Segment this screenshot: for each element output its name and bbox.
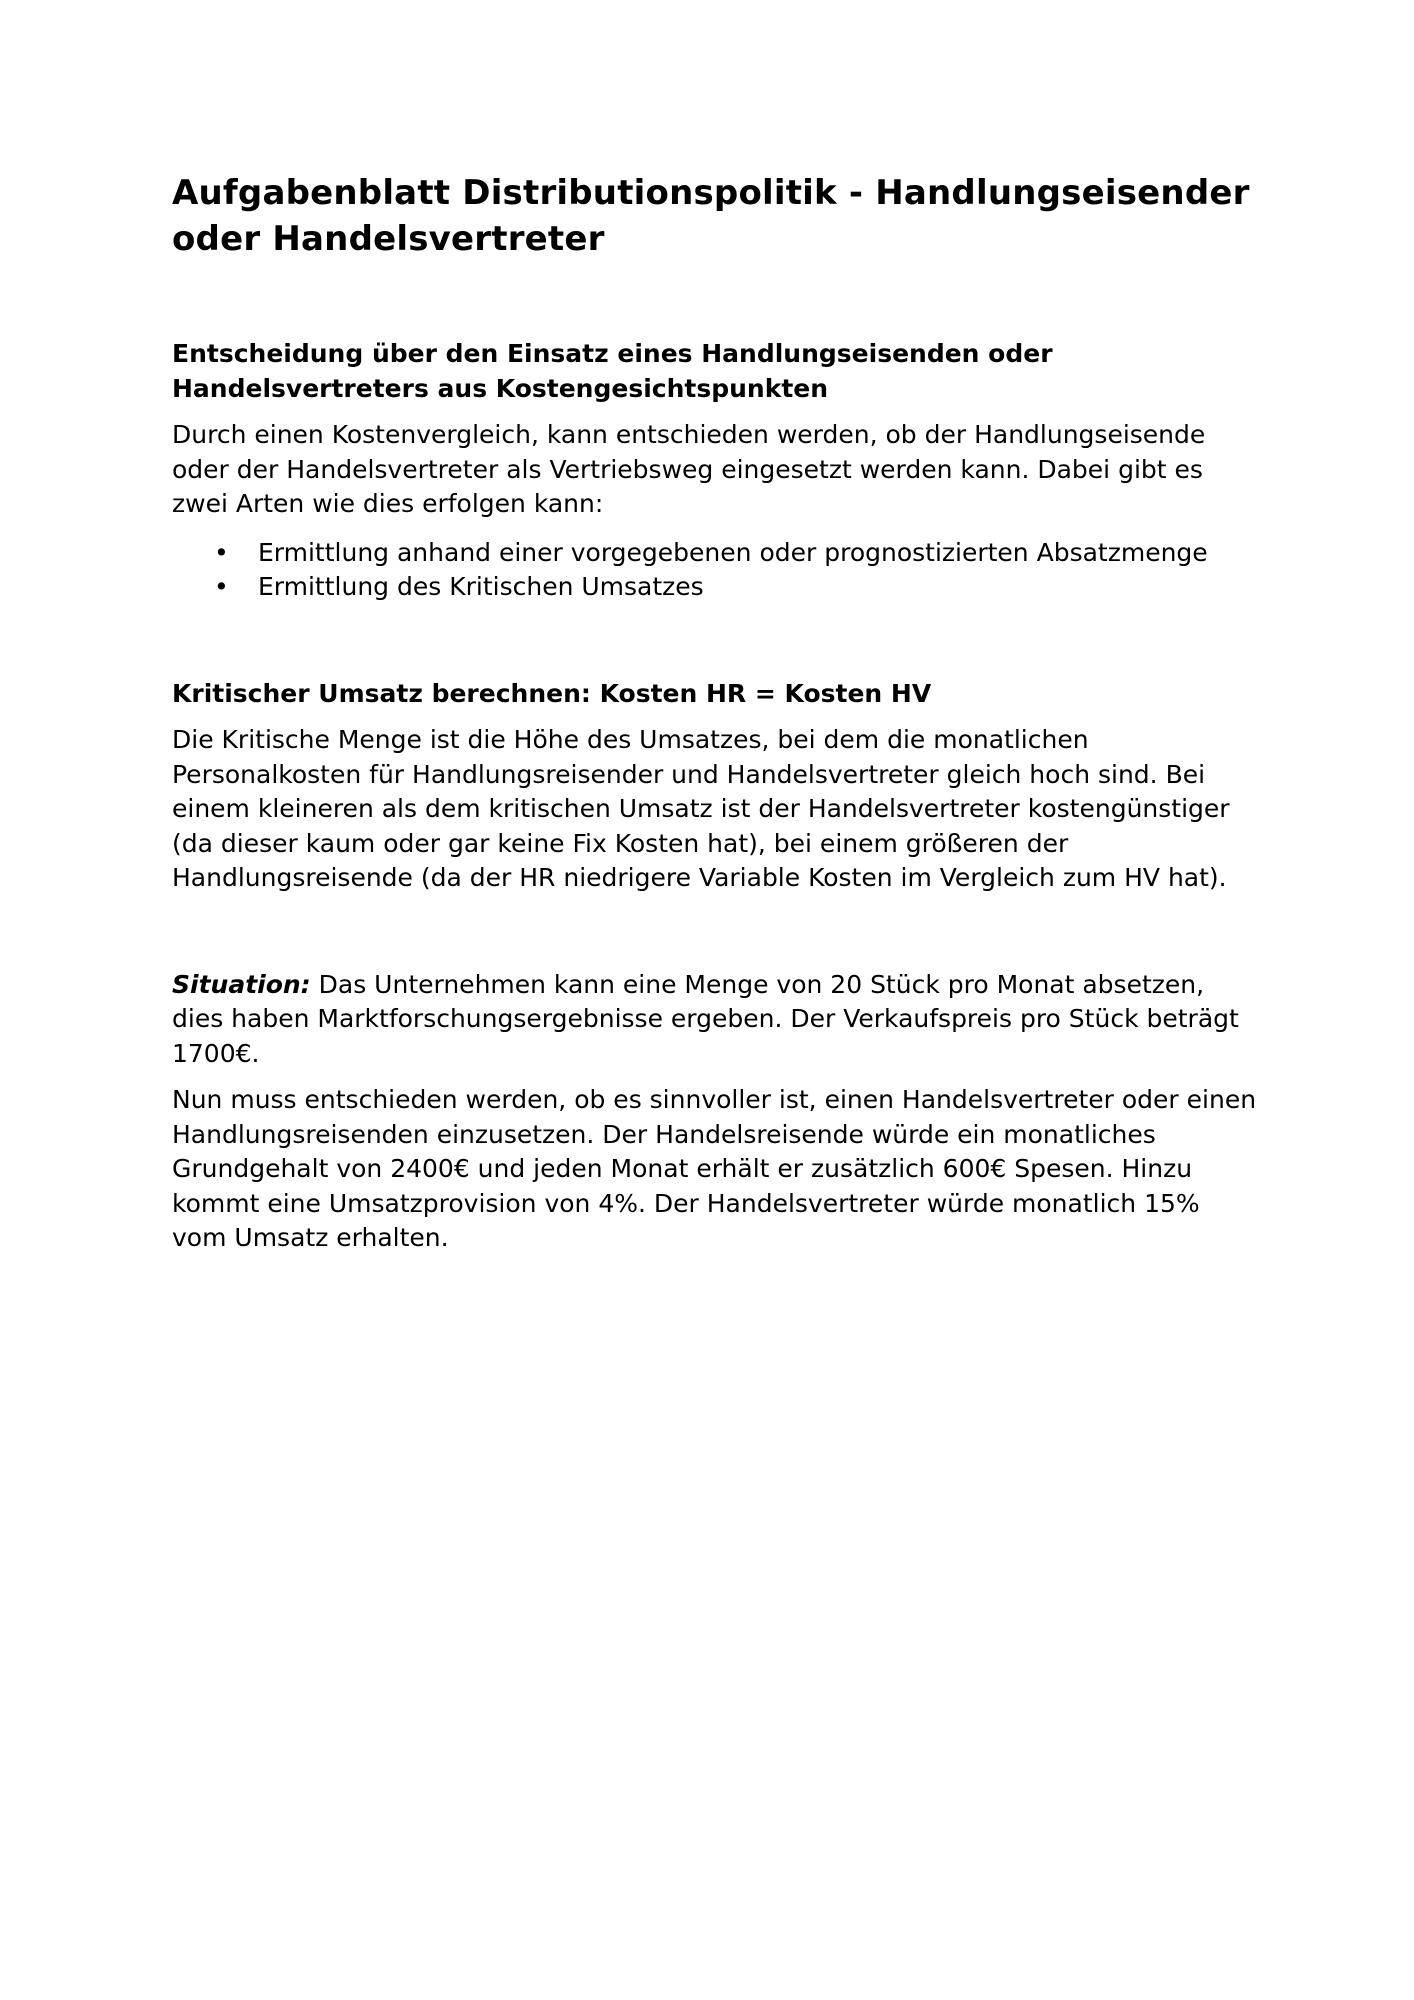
task-paragraph: Nun muss entschieden werden, ob es sinnvoller ist, einen Handelsvertreter oder einen Handlungsreisenden einzusetzen. Der Handelsreisende würde ein monatliches Grundgehalt von 2400€ und jeden Monat erhält er zusätzlich 600€ Spesen. Hinzu kommt eine Umsatzprovision von 4%. Der Handelsvertreter würde monatlich 15% vom Umsatz erhalten. [172,1085,1257,1252]
situation-label: Situation: [172,969,311,999]
document-title: Aufgabenblatt Distributionspolitik - Handlungseisender oder Handelsvertreter [172,173,1250,259]
bullet-icon: • [214,537,229,567]
method-list [172,536,1262,605]
situation-paragraph [172,968,1262,1072]
section-paragraph-kostenvergleich: Durch einen Kostenvergleich, kann entschieden werden, ob der Handlungseisende oder der Handelsvertreter als Vertriebsweg eingesetzt werden kann. Dabei gibt es zwei Arten wie dies erfolgen kann: [172,420,1206,518]
section-heading-kritischer-umsatz: Kritischer Umsatz berechnen: Kosten HR = Kosten HV [172,678,932,708]
list-item [172,536,1262,571]
list-item-text: Ermittlung des Kritischen Umsatzes [258,572,704,601]
section-paragraph-kritische-menge: Die Kritische Menge ist die Höhe des Umsatzes, bei dem die monatlichen Personalkosten für Handlungsreisender und Handelsvertreter gleich hoch sind. Bei einem kleineren als dem kritischen Umsatz ist der Handelsvertreter kostengünstiger (da dieser kaum oder gar keine Fix Kosten hat), bei einem größeren der Handlungsreisende (da der HR niedrigere Variable Kosten im Vergleich zum HV hat). [172,725,1230,892]
list-item [172,570,1262,605]
list-item-text: Ermittlung anhand einer vorgegebenen oder prognostizierten Absatzmenge [258,537,1208,567]
bullet-icon: • [214,572,229,601]
document-page [172,170,1262,1256]
situation-text: Das Unternehmen kann eine Menge von 20 Stück pro Monat absetzen, dies haben Marktforschungsergebnisse ergeben. Der Verkaufspreis pro Stück beträgt 1700€. [172,969,1239,1068]
section-heading-entscheidung: Entscheidung über den Einsatz eines Handlungseisenden oder Handelsvertreters aus Kostengesichtspunkten [172,339,1053,403]
